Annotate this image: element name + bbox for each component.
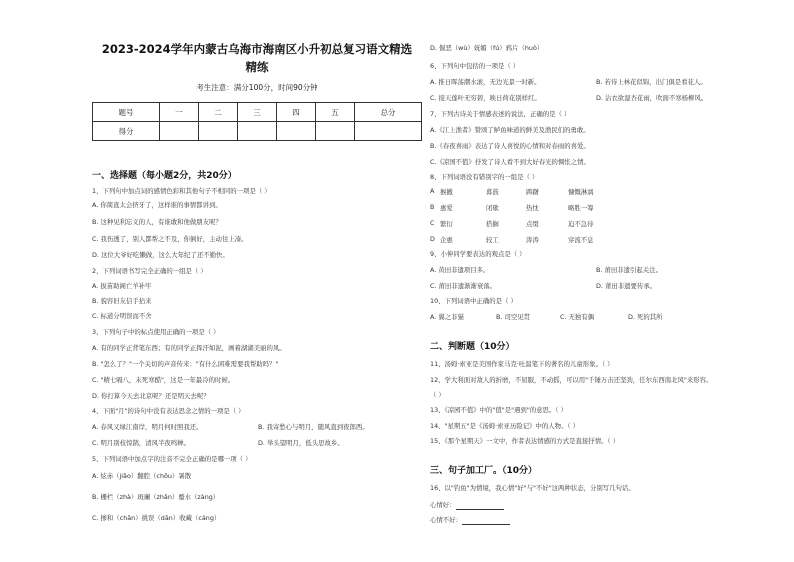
question-6-option-d: D. 沾衣欲湿杏花雨，吹面不寒杨柳风。: [596, 94, 708, 102]
score-table-header-row: [93, 103, 422, 122]
question-6: 6、下列句中包括的一项是（ ）: [430, 62, 520, 70]
good-mood-blank[interactable]: [456, 502, 504, 510]
question-2-option-c: C. 标道分明误而不舍: [92, 312, 152, 320]
word: 较工: [486, 236, 499, 244]
title-line-1: 2023-2024学年内蒙古乌海市海南区小升初总复习语文精选: [101, 42, 413, 56]
score-cell: [316, 122, 355, 141]
word: 迫不急待: [568, 220, 594, 228]
question-7: 7、下列古诗关于情感表述的说法，正确的是（ ）: [430, 110, 571, 118]
score-header-cell: 一: [159, 103, 198, 122]
question-5-option-c: C. 掺和（chān）挑误（dān）收藏（cáng）: [92, 514, 221, 522]
question-10-option-d: D. 死的其所: [628, 313, 663, 321]
question-3-option-a: A. 有的同学正背笔东西；有的同学正挥汗如泥，画着湖湖美丽的凤。: [92, 344, 286, 352]
question-2: 2、下列词语书写完全正确的一组是（ ）: [92, 267, 207, 275]
question-2-option-a: A. 拔苗助阁亡羊补牢: [92, 282, 152, 290]
word: 踌躇: [526, 188, 539, 196]
bad-mood-label: 心情不好：: [430, 516, 462, 524]
question-13: 13、《凉园不值》中的"值"是"遇到"的意思。（ ）: [430, 406, 567, 414]
word: 猴撤: [440, 188, 453, 196]
question-9: 9、小伸同学要表达的观点是（ ）: [430, 250, 526, 258]
question-10-option-b: B. 司空见贯: [496, 313, 531, 321]
question-9-option-d: D. 莆田非遗要传承。: [596, 282, 657, 290]
question-3: 3、下列句子中的标点使用正确的一项是（ ）: [92, 328, 220, 336]
question-4-option-a: A. 春风又绿江南岸，明月何时照我还。: [92, 423, 203, 431]
question-12-blank: （ ）: [430, 391, 445, 399]
word: 企惠: [440, 236, 453, 244]
question-4-option-d: D. 举头望明月，低头思故乡。: [258, 439, 344, 447]
question-15: 15、《那个星期天》一文中，作者表达情感的方式是直接抒情。（ ）: [430, 437, 620, 445]
word: 涛涛: [526, 236, 539, 244]
question-6-option-a: A. 推日晖荡潮水滚，无边光景一时新。: [430, 78, 541, 86]
score-cell: [355, 122, 422, 141]
question-5-option-d: D. 倔恶（wù）妩媚（fú）鸦片（huò）: [430, 44, 544, 52]
question-1-option-d: D. 这位大爷好吃懒做，这么大年纪了还不勤快。: [92, 251, 229, 259]
question-12: 12、学大利面对敌人的折磨，不屈服，不动摇，可以用"千锤万击还坚劲，任尔东西南北风"来形容。: [430, 376, 713, 384]
option-letter: A: [430, 187, 435, 195]
section-2-heading: 二、判断题（10分）: [430, 342, 515, 352]
score-row-label: 得分: [93, 122, 160, 141]
question-1-option-c: C. 我伤透了，别人都帮之不及，你倒好，主动往上凑。: [92, 235, 248, 243]
question-7-option-c: C.《凉国不值》抒发了诗人看不到大好春光的惆怅之情。: [430, 158, 590, 166]
option-letter: C: [430, 219, 435, 227]
question-6-option-b: B. 若待上林花似锦，出门俱是看花人。: [596, 78, 707, 86]
question-9-option-b: B. 莆田非遗引起关注。: [596, 266, 662, 274]
word: 暮鼓: [486, 188, 499, 196]
word: 略胜一筹: [568, 204, 594, 212]
score-table-score-row: [93, 122, 422, 141]
word: 繁衍: [440, 220, 453, 228]
question-3-option-b: B. "怎么了？"一个关切的声音传来："有什么困难需要我帮助吗？": [92, 360, 279, 368]
word: 穿流不息: [568, 236, 594, 244]
question-10-option-a: A. 翼之非猫: [430, 313, 464, 321]
question-5-option-b: B. 栅栏（zhà）斑斓（zhǎn）蹙水（zàng）: [92, 493, 220, 501]
score-header-cell: 四: [277, 103, 316, 122]
bad-mood-blank[interactable]: [462, 517, 510, 525]
question-16-bad-line: [430, 516, 510, 525]
word: 闭歇: [486, 204, 499, 212]
question-1: 1、下列句中加点词的感情色彩和其他句子不相同的一项是（ ）: [92, 187, 271, 195]
question-5: 5、下列词语中加点字的注音不完全正确的是哪一项（ ）: [92, 455, 252, 463]
title-line-2: 精练: [245, 60, 269, 74]
question-6-option-c: C. 接天莲叶无穷碧，映日荷花别样红。: [430, 94, 541, 102]
score-cell: [198, 122, 237, 141]
question-7-option-a: A.《江上渔者》赞颂了鲈鱼味道的鲜美及渔民们的勇敢。: [430, 126, 590, 134]
score-header-cell: 总分: [355, 103, 422, 122]
option-letter: D: [430, 235, 435, 243]
question-9-option-c: C. 莆田非遗渐渐衰落。: [430, 282, 497, 290]
good-mood-label: 心情好：: [430, 501, 456, 509]
word: 搭搁: [486, 220, 499, 228]
score-header-cell: 五: [316, 103, 355, 122]
score-header-cell: 题号: [93, 103, 160, 122]
question-3-option-d: D. 你打算今天去北京呢？还是明天去呢？: [92, 392, 210, 400]
section-1-heading: 一、选择题（每小题2分，共20分）: [92, 171, 237, 181]
score-cell: [277, 122, 316, 141]
section-3-heading: 三、句子加工厂。（10分）: [430, 466, 538, 476]
question-9-option-a: A. 黄田非遗项目多。: [430, 266, 490, 274]
question-16: 16、以"钓鱼"为情境，我心情"好"与"不好"这两种状态，分别写几句话。: [430, 484, 635, 492]
question-4-option-c: C. 明月别枝惊鹊，清风半夜鸣蝉。: [92, 439, 190, 447]
question-11: 11、汤姆·索亚是美国作家马克·吐温笔下的著名的儿童形象。（ ）: [430, 360, 614, 368]
word: 热忱: [526, 204, 539, 212]
question-10: 10、下列词语中正确的是（ ）: [430, 297, 517, 305]
question-8: 8、下列词语没有错别字的一组是（ ）: [430, 173, 539, 181]
page-title: [92, 40, 422, 76]
question-4-option-b: B. 我寄愁心与明月，随风直到夜郎西。: [258, 423, 369, 431]
question-10-option-c: C. 无独有偶: [560, 313, 595, 321]
question-7-option-b: B.《春夜喜雨》表达了诗人喜悦的心情和对春雨的喜爱。: [430, 142, 590, 150]
exam-notice: 考生注意：满分100分，时间90分钟: [196, 83, 318, 92]
word: 点缀: [526, 220, 539, 228]
question-16-good-line: [430, 501, 504, 510]
score-table: [92, 102, 422, 141]
question-2-option-b: B. 貌容旧友信手拈来: [92, 297, 152, 305]
question-1-option-a: A. 你简直太会挤牙了，这样谁的事情都讲到。: [92, 201, 222, 209]
question-1-option-b: B. 这种见利忘义的人，有谁敢和他做朋友呢？: [92, 218, 222, 226]
score-cell: [159, 122, 198, 141]
option-letter: B: [430, 203, 435, 211]
question-5-option-a: A. 炫赤（jiǎo）翻腔（chōu）暑散: [92, 472, 192, 480]
word: 慷慨淋漓: [568, 188, 594, 196]
question-4: 4、下面"月"的诗句中没有表达思念之情的一项是（ ）: [92, 407, 245, 415]
word: 惠爱: [440, 204, 453, 212]
question-14: 14、"星期五"是《汤姆·索亚历险记》中的人物。（ ）: [430, 422, 580, 430]
question-3-option-c: C. "精七嗝八，末死寒酷"，这是一年最冷的时候。: [92, 376, 235, 384]
score-header-cell: 二: [198, 103, 237, 122]
score-cell: [237, 122, 276, 141]
score-header-cell: 三: [237, 103, 276, 122]
